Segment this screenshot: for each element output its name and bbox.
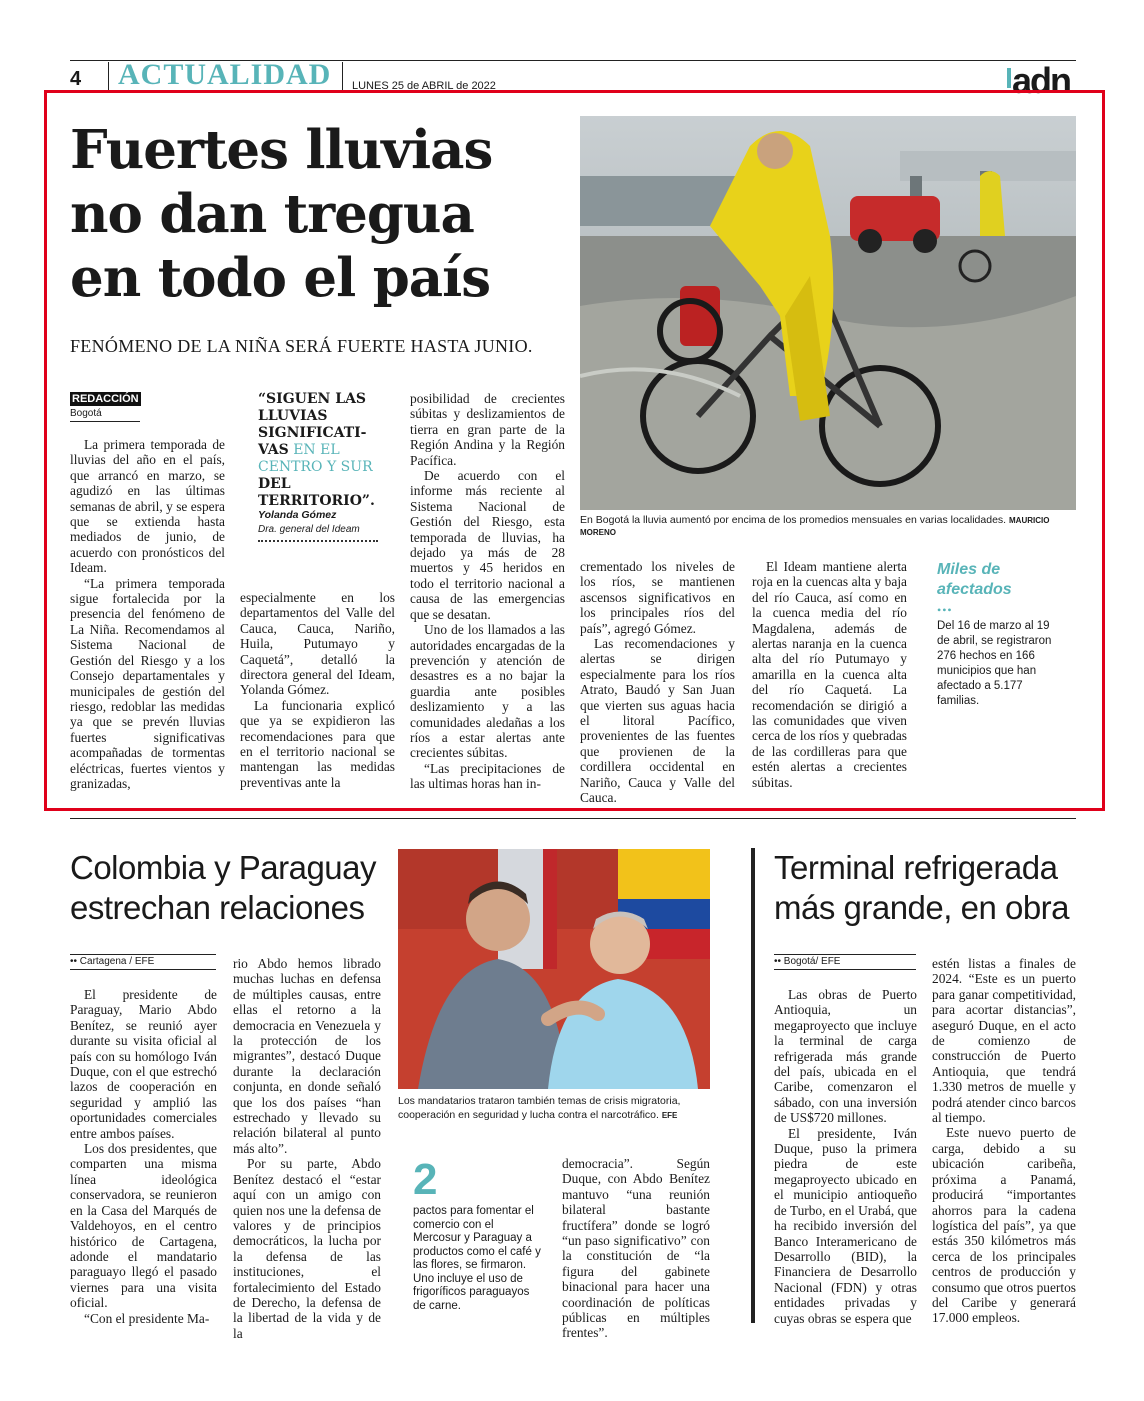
caption-text: Los mandatarios trataron también temas de crisis migratoria, cooperación en seguridad y lucha contra el narcotráfico. <box>398 1095 681 1121</box>
story3-byline: •• Bogotá/ EFE <box>774 956 841 967</box>
big-number: 2 <box>413 1155 438 1204</box>
header-divider <box>108 62 109 90</box>
byline-city: Bogotá <box>70 408 102 419</box>
photo-caption <box>580 514 1080 538</box>
story3-column-2 <box>932 956 1076 1326</box>
main-headline: Fuertes lluvias no dan tregua en todo el país <box>70 119 493 309</box>
quote-end: DEL TERRITORIO”. <box>258 476 375 509</box>
byline-rule <box>70 421 140 422</box>
paragraph: “La primera temporada sigue fortalecida por la presencia del fenómeno de La Niña. Recomendamos al Sistema Nacional de Gestión del Riesgo y a los Consejo departamentales y municipales de gestión del riesgo, redoblar las medidas ya que se prevén lluvias fuertes significativas acompañadas de tormentas eléctricas, fuertes vientos y granizadas, <box>70 575 225 791</box>
byline-label: REDACCIÓN <box>72 393 139 405</box>
sidebar-dots: ••• <box>937 603 953 617</box>
brand-logo: adn <box>1012 60 1071 101</box>
paragraph: rio Abdo hemos librado muchas luchas en defensa de múltiples causas, entre ellas el retorno a la democracia en Venezuela y la protección de los migrantes”, destacó Duque durante la declaración conjunta, en donde señaló que los dos países “han estrechado y llevado su relación bilateral al punto más alto”. <box>233 956 381 1156</box>
story2-headline: Colombia y Paraguay estrechan relaciones <box>70 849 376 926</box>
sidebar-text: Del 16 de marzo al 19 de abril, se registraron 276 hechos en 166 municipios que han afectado a 5.177 familias. <box>937 620 1052 707</box>
paragraph: Los dos presidentes, que comparten una misma línea ideológica conservadora, se reunieron en la Casa del Marqués de Valdehoyos, en el centro histórico de Cartagena, adonde el mandatario paraguayo llegó el pasado viernes para una visita oficial. <box>70 1141 217 1311</box>
paragraph: La primera temporada de lluvias del año en el país, que arrancó en marzo, se agudizó en las últimas semanas de abril, y se espera que se extienda hasta mediados de junio, de acuerdo con pronósticos del Ideam. <box>70 437 225 576</box>
paragraph: Este nuevo puerto de carga, debido a su ubicación caribeña, próxima a Panamá, producirá “importantes ahorros para la cadena logística del país”, ya que estás 350 kilómetros más cerca de los principales centros de producción y consumo que otros puertos del Caribe y generará 17.000 empleos. <box>932 1125 1076 1326</box>
paragraph: “Con el presidente Ma- <box>84 1310 210 1326</box>
page-number: 4 <box>70 68 82 90</box>
quote-author: Yolanda Gómez <box>258 509 337 521</box>
main-column-4 <box>580 559 735 806</box>
main-column-5 <box>752 559 907 790</box>
quote-divider <box>258 540 378 542</box>
story2-column-3 <box>562 1156 710 1341</box>
sidebar-title: Miles de afectados <box>937 561 1012 598</box>
paragraph: estén listas a finales de 2024. “Este es un puerto para ganar competitividad, para acortar distancias”, aseguró Duque, en el acto de comienzo de construcción de Puerto Antioquia, que tendrá 1.330 metros de muelle y podrá atender cinco barcos al tiempo. <box>932 956 1076 1126</box>
header-divider <box>342 62 343 90</box>
main-column-1 <box>70 437 225 791</box>
main-deck: FENÓMENO DE LA NIÑA SERÁ FUERTE HASTA JUNIO. <box>70 336 533 356</box>
paragraph: La funcionaria explicó que ya se expidieron las recomendaciones para que en el territorio nacional se mantengan las medidas preventivas ante la <box>240 697 395 790</box>
paragraph: De acuerdo con el informe más reciente al Sistema Nacional de Gestión del Riesgo, esta temporada de lluvias, ha dejado ya más de 28 muertos y 45 heridos en todo el territorio nacional a causa de las emergencias que se desatan. <box>410 468 565 622</box>
paragraph: “Las precipitaciones de las ultimas horas han in- <box>410 760 565 792</box>
section-title: ACTUALIDAD <box>118 58 332 91</box>
byline-rule <box>70 969 216 970</box>
paragraph: democracia”. Según Duque, con Abdo Benítez mantuvo “una reunión bilateral bastante fructífera” donde se logró “un paso significativo” con la constitución de “la figura del gabinete binacional para hacer una coordinación de políticas públicas en múltiples frentes”. <box>562 1156 710 1341</box>
paragraph: posibilidad de crecientes súbitas y deslizamientos de tierra en gran parte de la Región Andina y la Región Pacífica. <box>410 391 565 468</box>
byline-rule <box>70 954 216 955</box>
pull-quote <box>258 391 383 510</box>
photo-credit: MAURICIO MORENO <box>580 516 1050 537</box>
paragraph: El presidente, Iván Duque, puso la primera piedra de este megaproyecto ubicado en el municipio antioqueño de Turbo, en el Urabá, que ha recibido inversión del Banco Interamericano de Desarrollo (BID), la Financiera de Desarrollo Nacional (FDN) y otras entidades privadas y cuyas obras se espera que <box>774 1125 917 1326</box>
section-divider <box>70 818 1076 819</box>
column-divider <box>751 848 755 1323</box>
story2-column-1 <box>70 987 217 1326</box>
quote-role: Dra. general del Ideam <box>258 524 360 535</box>
quote-dark: “SIGUEN LAS LLUVIAS SIGNIFICATI-VAS <box>258 391 367 458</box>
byline-rule <box>774 954 916 955</box>
paragraph: Por su parte, Abdo Benítez destacó el “estar aquí con un amigo con quien nos une la defensa de valores y de principios democráticos, la lucha por la defensa de las instituciones, el fortalecimiento del Estado de Derecho, la defensa de la libertad de la vida y de la <box>233 1156 381 1341</box>
photo-caption <box>398 1094 712 1123</box>
caption-text: En Bogotá la lluvia aumentó por encima de los promedios mensuales en varias localidades. <box>580 514 1007 526</box>
paragraph: crementado los niveles de los ríos, se mantienen ascensos significativos en los principales ríos del país”, agregó Gómez. <box>580 559 735 636</box>
rain-cyclist-photo <box>580 116 1076 510</box>
main-column-3 <box>410 391 565 792</box>
paragraph: Las obras de Puerto Antioquia, un megaproyecto que incluye la terminal de carga refrigerada más grande del país, ubicada en el Caribe, comenzaron el sábado, con una inversión de US$720 millones. <box>774 987 917 1126</box>
paragraph: Uno de los llamados a las autoridades encargadas de la prevención y atención de desastres es a no bajar la guardia ante posibles deslizamiento y a las comunidades aledañas a los ríos a estar alertas ante crecientes súbitas. <box>410 622 565 761</box>
big-number-text: pactos para fomentar el comercio con el Mercosur y Paraguay a productos como el café y las flores, se firmaron. Uno incluye el uso de frigoríficos paraguayos de carne. <box>413 1205 541 1312</box>
presidents-photo <box>398 849 710 1089</box>
story3-headline: Terminal refrigerada más grande, en obra <box>774 849 1070 926</box>
photo-credit: EFE <box>661 1111 678 1120</box>
story3-column-1 <box>774 987 917 1326</box>
logo-accent <box>1007 68 1011 88</box>
story2-column-2 <box>233 956 381 1341</box>
byline-rule <box>774 969 916 970</box>
main-column-2 <box>240 590 395 790</box>
paragraph: especialmente en los departamentos del Valle del Cauca, Cauca, Nariño, Huila, Putumayo y Caquetá”, detalló la directora general del Ideam, Yolanda Gómez. <box>240 590 395 698</box>
paragraph: El Ideam mantiene alerta roja en la cuencas alta y baja del río Cauca, así como en la cuenca media del río Magdalena, además de alertas naranja en la cuenca alta del río Putumayo y amarilla en la cuenca alta del río Caquetá. La recomendación se dirigió a las comunidades que viven cerca de los ríos y quebradas de las cordilleras para que estén alertas a crecientes súbitas. <box>752 559 907 790</box>
issue-date: LUNES 25 de ABRIL de 2022 <box>352 80 496 92</box>
paragraph: El presidente de Paraguay, Mario Abdo Benítez, se reunió ayer durante su visita oficial al país con su homólogo Iván Duque, con el que estrechó lazos de cooperación en seguridad y amplió las oportunidades comerciales entre ambos países. <box>70 987 217 1141</box>
paragraph: Las recomendaciones y alertas se dirigen especialmente para los ríos Atrato, Baudó y San Juan que vierten sus aguas hacia el litoral Pacífico, provenientes de las fuentes que provienen de la cordillera occidental en Nariño, Cauca y Valle del Cauca. <box>580 636 735 806</box>
story2-byline: •• Cartagena / EFE <box>70 956 155 967</box>
quote-teal: EN EL CENTRO Y SUR <box>258 442 373 475</box>
